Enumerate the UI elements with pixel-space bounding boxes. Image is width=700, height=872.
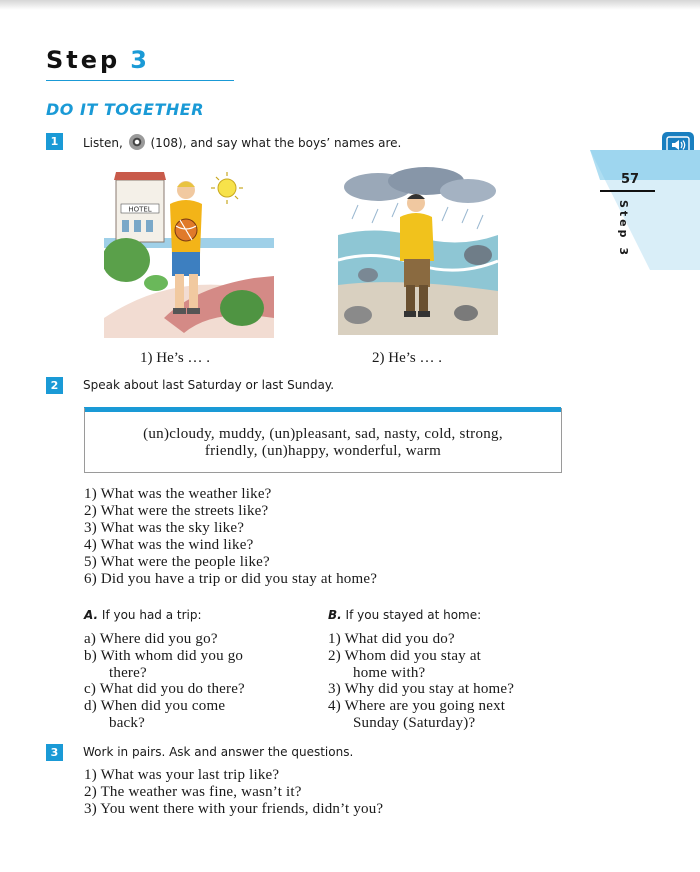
part-b-heading-text: If you stayed at home: <box>345 608 482 622</box>
step-number: 3 <box>130 46 150 74</box>
part-b-line: 4) Where are you going next <box>328 698 506 715</box>
question-item: 1) What was your last trip like? <box>84 767 280 783</box>
page-tab <box>590 150 700 270</box>
page-number: 57 <box>620 172 640 187</box>
part-a-line: c) What did you do there? <box>84 681 245 698</box>
word-box-line: friendly, (un)happy, wonderful, warm <box>204 443 442 459</box>
exercise-3-instruction: Work in pairs. Ask and answer the questions. <box>83 745 354 759</box>
exercise-1-number: 1 <box>46 133 63 150</box>
step-label: Step <box>46 46 121 74</box>
question-item: 3) What was the sky like? <box>84 520 245 536</box>
exercise-1-instruction <box>83 134 401 150</box>
caption-2: 2) He’s … . <box>372 350 442 366</box>
part-a-questions <box>84 631 245 732</box>
section-title: DO IT TOGETHER <box>46 100 205 119</box>
top-edge <box>0 0 700 10</box>
exercise-3-number: 3 <box>46 744 63 761</box>
sunny-boy-illustration <box>104 168 274 338</box>
part-b-line: home with? <box>353 664 426 681</box>
audio-disc-icon[interactable] <box>129 134 145 150</box>
question-item: 4) What was the wind like? <box>84 537 254 553</box>
part-a-line: b) With whom did you go <box>84 647 244 664</box>
title-underline <box>46 80 234 81</box>
part-a-heading <box>84 608 202 622</box>
instruction-part-2: (108), and say what the boys’ names are. <box>150 136 402 150</box>
page-number-rule <box>600 190 655 192</box>
question-item: 3) You went there with your friends, didn’t you? <box>84 801 384 817</box>
word-box-line: (un)cloudy, muddy, (un)pleasant, sad, nasty, cold, strong, <box>143 426 503 442</box>
caption-1: 1) He’s … . <box>140 350 210 366</box>
question-item: 6) Did you have a trip or did you stay at home? <box>84 571 378 587</box>
part-a-line: d) When did you come <box>84 698 226 715</box>
exercise-2-number: 2 <box>46 377 63 394</box>
question-item: 2) What were the streets like? <box>84 503 269 519</box>
question-item: 1) What was the weather like? <box>84 486 272 502</box>
part-b-heading <box>328 608 481 622</box>
part-b-line: 3) Why did you stay at home? <box>328 681 515 698</box>
part-b-line: 2) Whom did you stay at <box>328 647 482 664</box>
page-title <box>46 46 150 74</box>
part-b-line: 1) What did you do? <box>328 631 455 647</box>
part-a-label: A. <box>84 608 99 622</box>
exercise-2-questions <box>84 486 377 588</box>
vertical-step-label: Step 3 <box>617 200 630 258</box>
part-b-questions <box>328 631 514 732</box>
rainy-boy-illustration <box>338 165 498 335</box>
part-b-label: B. <box>328 608 342 622</box>
hotel-sign: HOTEL <box>128 205 152 214</box>
part-a-line: a) Where did you go? <box>84 631 218 647</box>
part-b-line: Sunday (Saturday)? <box>353 714 476 731</box>
part-a-line: back? <box>109 714 145 731</box>
part-a-heading-text: If you had a trip: <box>101 608 202 622</box>
question-item: 2) The weather was fine, wasn’t it? <box>84 784 302 800</box>
part-a-line: there? <box>109 664 147 681</box>
question-item: 5) What were the people like? <box>84 554 270 570</box>
instruction-part-1: Listen, <box>83 136 123 150</box>
word-box <box>84 408 562 473</box>
exercise-3-questions <box>84 767 383 818</box>
exercise-2-instruction: Speak about last Saturday or last Sunday. <box>83 378 335 392</box>
